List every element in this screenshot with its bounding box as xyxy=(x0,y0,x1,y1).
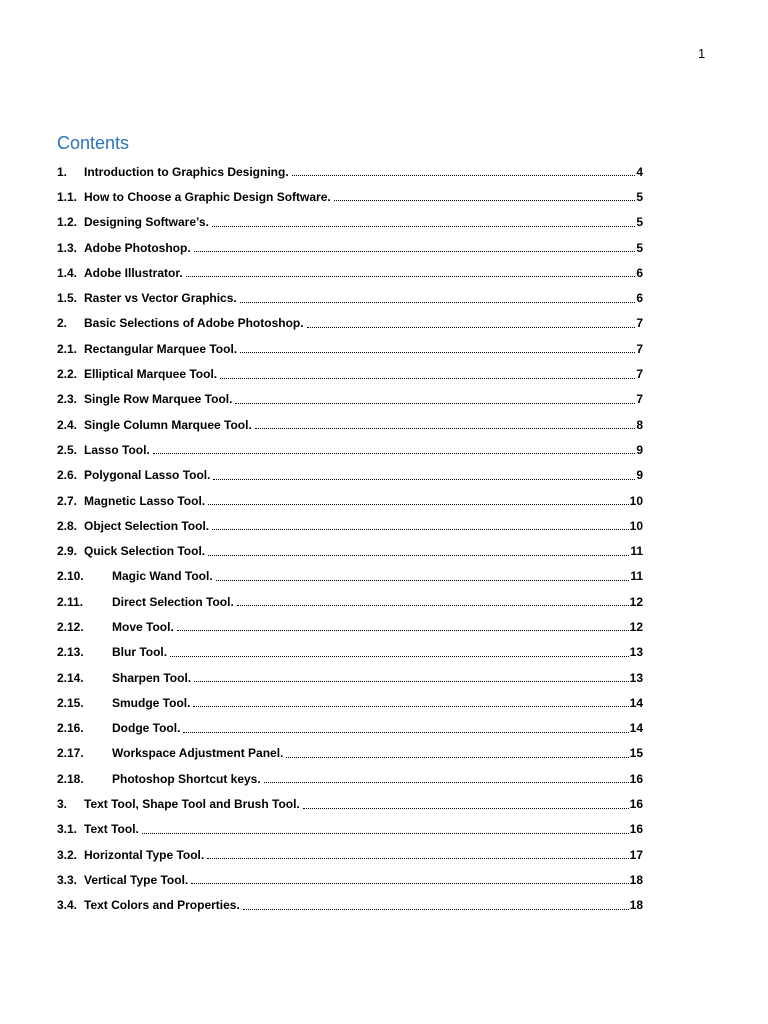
toc-entry-page: 5 xyxy=(636,240,643,255)
toc-entry[interactable] xyxy=(57,285,643,310)
toc-entry-page: 14 xyxy=(629,695,643,710)
dot-leader xyxy=(235,403,635,404)
toc-entry-title: Magnetic Lasso Tool. xyxy=(84,493,206,508)
toc-entry-page: 15 xyxy=(629,746,643,761)
dot-leader xyxy=(307,327,636,328)
toc-entry-title: Adobe Illustrator. xyxy=(84,265,183,280)
toc-entry-number: 2.2. xyxy=(57,367,78,382)
toc-entry[interactable] xyxy=(57,564,643,589)
toc-entry[interactable] xyxy=(57,665,643,690)
toc-entry-page: 7 xyxy=(636,392,643,407)
toc-entry-title: Vertical Type Tool. xyxy=(84,872,189,887)
dot-leader xyxy=(213,479,635,480)
toc-entry[interactable] xyxy=(57,867,643,892)
dot-leader xyxy=(208,504,629,505)
toc-entry-page: 14 xyxy=(629,721,643,736)
toc-entry-number: 2.6. xyxy=(57,468,78,483)
toc-entry[interactable] xyxy=(57,210,643,235)
toc-entry[interactable] xyxy=(57,766,643,791)
dot-leader xyxy=(194,251,636,252)
toc-entry-number: 2.9. xyxy=(57,544,78,559)
toc-entry-title: Introduction to Graphics Designing. xyxy=(84,164,289,179)
toc-entry-title: Horizontal Type Tool. xyxy=(84,847,205,862)
dot-leader xyxy=(170,656,629,657)
toc-entry-page: 7 xyxy=(636,316,643,331)
toc-entry[interactable] xyxy=(57,791,643,816)
toc-entry-title: Text Tool, Shape Tool and Brush Tool. xyxy=(84,797,300,812)
toc-entry-page: 5 xyxy=(636,215,643,230)
toc-entry-page: 12 xyxy=(629,594,643,609)
toc-entry[interactable] xyxy=(57,690,643,715)
toc-entry[interactable] xyxy=(57,412,643,437)
toc-entry-title: Text Tool. xyxy=(84,822,139,837)
toc-entry-page: 13 xyxy=(629,670,643,685)
dot-leader xyxy=(255,428,636,429)
toc-entry-number: 2.5. xyxy=(57,442,78,457)
dot-leader xyxy=(153,453,636,454)
toc-entry[interactable] xyxy=(57,184,643,209)
toc-entry-title: Dodge Tool. xyxy=(112,721,181,736)
toc-entry-number: 3. xyxy=(57,797,68,812)
dot-leader xyxy=(208,555,629,556)
toc-entry-title: Basic Selections of Adobe Photoshop. xyxy=(84,316,304,331)
dot-leader xyxy=(212,529,629,530)
dot-leader xyxy=(142,833,629,834)
toc-entry-number: 2. xyxy=(57,316,68,331)
toc-entry-title: Rectangular Marquee Tool. xyxy=(84,341,238,356)
toc-entry-number: 2.10. xyxy=(57,569,84,584)
toc-entry-page: 11 xyxy=(630,569,643,584)
toc-entry-title: Smudge Tool. xyxy=(112,695,191,710)
dot-leader xyxy=(237,605,629,606)
toc-entry[interactable] xyxy=(57,716,643,741)
toc-entry-page: 16 xyxy=(629,822,643,837)
toc-entry-page: 8 xyxy=(636,417,643,432)
toc-entry-page: 10 xyxy=(629,493,643,508)
toc-entry-page: 18 xyxy=(629,898,643,913)
toc-entry-title: Single Column Marquee Tool. xyxy=(84,417,252,432)
toc-entry-title: Text Colors and Properties. xyxy=(84,898,240,913)
dot-leader xyxy=(212,226,635,227)
toc-heading: Contents xyxy=(57,133,130,153)
toc-entry[interactable] xyxy=(57,842,643,867)
toc-entry-number: 1.1. xyxy=(57,189,78,204)
toc-entry[interactable] xyxy=(57,741,643,766)
toc-entry-number: 3.2. xyxy=(57,847,78,862)
toc-entry[interactable] xyxy=(57,589,643,614)
table-of-contents xyxy=(57,159,643,918)
toc-entry-title: Designing Software’s. xyxy=(84,215,209,230)
dot-leader xyxy=(264,782,629,783)
dot-leader xyxy=(240,352,635,353)
toc-entry[interactable] xyxy=(57,640,643,665)
toc-entry-page: 18 xyxy=(629,872,643,887)
toc-entry-number: 3.3. xyxy=(57,872,78,887)
toc-entry-number: 2.18. xyxy=(57,771,84,786)
toc-entry-page: 9 xyxy=(636,468,643,483)
toc-entry-number: 1.5. xyxy=(57,291,78,306)
toc-entry[interactable] xyxy=(57,463,643,488)
toc-entry-title: Adobe Photoshop. xyxy=(84,240,191,255)
toc-entry-title: Workspace Adjustment Panel. xyxy=(112,746,284,761)
toc-entry[interactable] xyxy=(57,311,643,336)
page-number: 1 xyxy=(698,46,706,61)
toc-entry-number: 1.4. xyxy=(57,265,78,280)
toc-entry-number: 3.4. xyxy=(57,898,78,913)
toc-entry-number: 1.3. xyxy=(57,240,78,255)
toc-entry[interactable] xyxy=(57,159,643,184)
toc-entry-page: 9 xyxy=(636,442,643,457)
dot-leader xyxy=(292,175,636,176)
toc-entry-page: 16 xyxy=(629,771,643,786)
toc-entry-page: 4 xyxy=(636,164,643,179)
toc-entry-number: 2.13. xyxy=(57,645,84,660)
toc-entry-page: 17 xyxy=(629,847,643,862)
toc-entry-title: Blur Tool. xyxy=(112,645,168,660)
toc-entry-number: 2.14. xyxy=(57,670,84,685)
toc-entry-page: 6 xyxy=(636,291,643,306)
dot-leader xyxy=(183,732,628,733)
toc-entry[interactable] xyxy=(57,437,643,462)
toc-entry-page: 7 xyxy=(636,341,643,356)
toc-entry-number: 2.15. xyxy=(57,695,84,710)
toc-entry[interactable] xyxy=(57,235,643,260)
toc-entry[interactable] xyxy=(57,260,643,285)
toc-entry[interactable] xyxy=(57,893,643,918)
dot-leader xyxy=(207,858,628,859)
toc-entry-title: Magic Wand Tool. xyxy=(112,569,213,584)
toc-entry-number: 2.11. xyxy=(57,594,84,609)
dot-leader xyxy=(193,706,628,707)
toc-entry-number: 2.4. xyxy=(57,417,78,432)
toc-entry-number: 2.8. xyxy=(57,518,78,533)
toc-entry-title: Raster vs Vector Graphics. xyxy=(84,291,237,306)
toc-entry-number: 1.2. xyxy=(57,215,78,230)
dot-leader xyxy=(303,808,629,809)
toc-entry[interactable] xyxy=(57,336,643,361)
toc-entry-page: 10 xyxy=(629,518,643,533)
toc-entry-title: Quick Selection Tool. xyxy=(84,544,206,559)
toc-entry[interactable] xyxy=(57,817,643,842)
toc-entry-number: 2.7. xyxy=(57,493,78,508)
toc-entry-number: 1. xyxy=(57,164,68,179)
toc-entry-number: 2.12. xyxy=(57,619,84,634)
toc-entry-title: Single Row Marquee Tool. xyxy=(84,392,233,407)
toc-entry-title: Move Tool. xyxy=(112,619,174,634)
toc-entry[interactable] xyxy=(57,538,643,563)
toc-entry-page: 13 xyxy=(629,645,643,660)
toc-entry-title: Elliptical Marquee Tool. xyxy=(84,367,218,382)
toc-entry[interactable] xyxy=(57,614,643,639)
toc-entry-title: Object Selection Tool. xyxy=(84,518,210,533)
dot-leader xyxy=(177,630,629,631)
toc-entry-number: 3.1. xyxy=(57,822,78,837)
toc-entry-title: Lasso Tool. xyxy=(84,442,150,457)
toc-entry-number: 2.3. xyxy=(57,392,78,407)
toc-entry-number: 2.17. xyxy=(57,746,84,761)
dot-leader xyxy=(286,757,628,758)
toc-entry-page: 11 xyxy=(630,544,643,559)
dot-leader xyxy=(186,276,636,277)
dot-leader xyxy=(240,302,636,303)
toc-entry-title: Direct Selection Tool. xyxy=(112,594,234,609)
dot-leader xyxy=(194,681,629,682)
toc-entry-title: Photoshop Shortcut keys. xyxy=(112,771,261,786)
toc-entry-page: 12 xyxy=(629,619,643,634)
toc-entry[interactable] xyxy=(57,488,643,513)
dot-leader xyxy=(334,200,636,201)
dot-leader xyxy=(216,580,630,581)
toc-entry-page: 6 xyxy=(636,265,643,280)
toc-entry-page: 5 xyxy=(636,189,643,204)
toc-entry-number: 2.1. xyxy=(57,341,78,356)
toc-entry[interactable] xyxy=(57,387,643,412)
toc-entry[interactable] xyxy=(57,513,643,538)
toc-entry[interactable] xyxy=(57,361,643,386)
toc-entry-number: 2.16. xyxy=(57,721,84,736)
toc-entry-page: 7 xyxy=(636,367,643,382)
dot-leader xyxy=(243,909,629,910)
dot-leader xyxy=(191,883,628,884)
dot-leader xyxy=(220,378,635,379)
toc-entry-title: Sharpen Tool. xyxy=(112,670,192,685)
toc-entry-page: 16 xyxy=(629,797,643,812)
toc-entry-title: How to Choose a Graphic Design Software. xyxy=(84,189,331,204)
toc-entry-title: Polygonal Lasso Tool. xyxy=(84,468,211,483)
